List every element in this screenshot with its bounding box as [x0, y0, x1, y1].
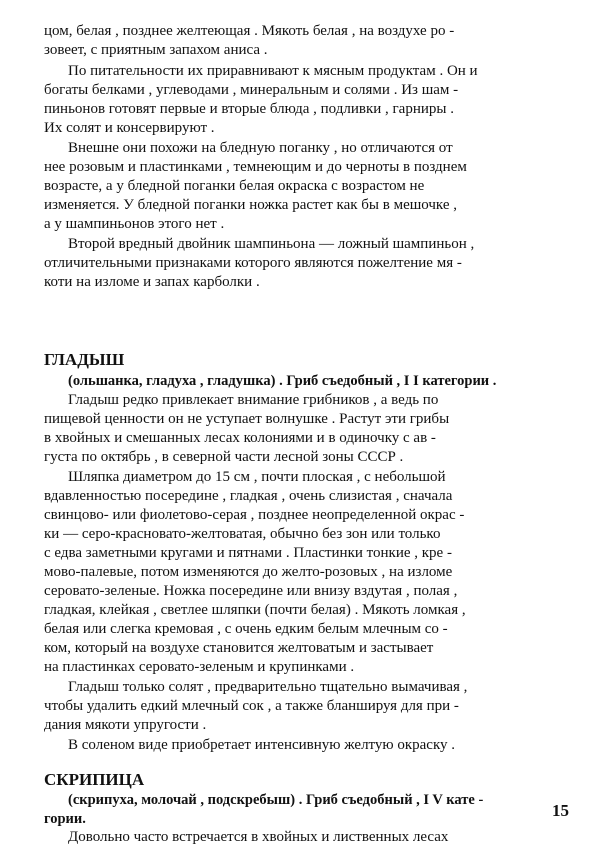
text-line: а у шампиньонов этого нет . — [44, 216, 225, 232]
text-line: Гладыш только солят , предварительно тщательно вымачивая , — [68, 679, 468, 695]
text-line: густа по октябрь , в северной части лесной зоны СССР . — [44, 449, 404, 465]
text-line: дания мякоти упругости . — [44, 717, 207, 733]
text-line: Внешне они похожи на бледную поганку , но отличаются от — [68, 140, 453, 156]
text-line: цом, белая , позднее желтеющая . Мякоть белая , на воздухе ро - — [44, 23, 455, 39]
text-line: зовеет, с приятным запахом аниса . — [44, 42, 268, 58]
text-line: В соленом виде приобретает интенсивную желтую окраску . — [68, 737, 456, 753]
text-line: вдавленностью посередине , гладкая , очень слизистая , сначала — [44, 488, 453, 504]
text-line: гладкая, клейкая , светлее шляпки (почти белая) . Мякоть ломкая , — [44, 602, 466, 618]
text-line: По питательности их приравнивают к мясным продуктам . Он и — [68, 63, 478, 79]
text-line: в хвойных и смешанных лесах колониями и в одиночку с ав - — [44, 430, 436, 446]
text-line: нее розовым и пластинками , темнеющим и до черноты в позднем — [44, 159, 467, 175]
section-subtitle: (ольшанка, гладуха , гладушка) . Гриб съедобный , I I категории . — [68, 373, 497, 389]
text-line: на пластинках серовато-зеленым и крупинками . — [44, 659, 355, 675]
section-subtitle: гории. — [44, 811, 86, 827]
text-line: богаты белками , углеводами , минеральным и солями . Из шам - — [44, 82, 459, 98]
text-line: чтобы удалить едкий млечный сок , а также бланшируя для при - — [44, 698, 459, 714]
text-line: серовато-зеленые. Ножка посередине или внизу вздутая , полая , — [44, 583, 458, 599]
text-line: ки — серо-красновато-желтоватая, обычно без зон или только — [44, 526, 441, 542]
text-line: Второй вредный двойник шампиньона — ложный шампиньон , — [68, 236, 475, 252]
section-title: СКРИПИЦА — [44, 770, 145, 789]
text-line: пиньонов готовят первые и вторые блюда , подливки , гарниры . — [44, 101, 454, 117]
text-line: Довольно часто встречается в хвойных и лиственных лесах — [68, 829, 449, 845]
text-line: Гладыш редко привлекает внимание грибников , а ведь по — [68, 392, 439, 408]
page-number: 15 — [552, 801, 569, 820]
text-line: ком, который на воздухе становится желтоватым и застывает — [44, 640, 434, 656]
text-line: коти на изломе и запах карболки . — [44, 274, 260, 290]
text-line: возрасте, а у бледной поганки белая окраска с возрастом не — [44, 178, 425, 194]
section-title: ГЛАДЫШ — [44, 350, 125, 369]
text-line: белая или слегка кремовая , с очень едким белым млечным со - — [44, 621, 448, 637]
text-line: Шляпка диаметром до 15 см , почти плоская , с небольшой — [68, 469, 446, 485]
text-line: отличительными признаками которого являются пожелтение мя - — [44, 255, 462, 271]
text-line: изменяется. У бледной поганки ножка растет как бы в мешочке , — [44, 197, 458, 213]
text-line: мово-палевые, потом изменяются до желто-розовых , на изломе — [44, 564, 453, 580]
text-line: свинцово- или фиолетово-серая , позднее неопределенной окрас - — [44, 507, 465, 523]
text-line: пищевой ценности он не уступает волнушке . Растут эти грибы — [44, 411, 450, 427]
section-subtitle: (скрипуха, молочай , подскребыш) . Гриб съедобный , I V кате - — [68, 792, 484, 808]
text-line: с едва заметными кругами и пятнами . Пластинки тонкие , кре - — [44, 545, 452, 561]
text-line: Их солят и консервируют . — [44, 120, 215, 136]
